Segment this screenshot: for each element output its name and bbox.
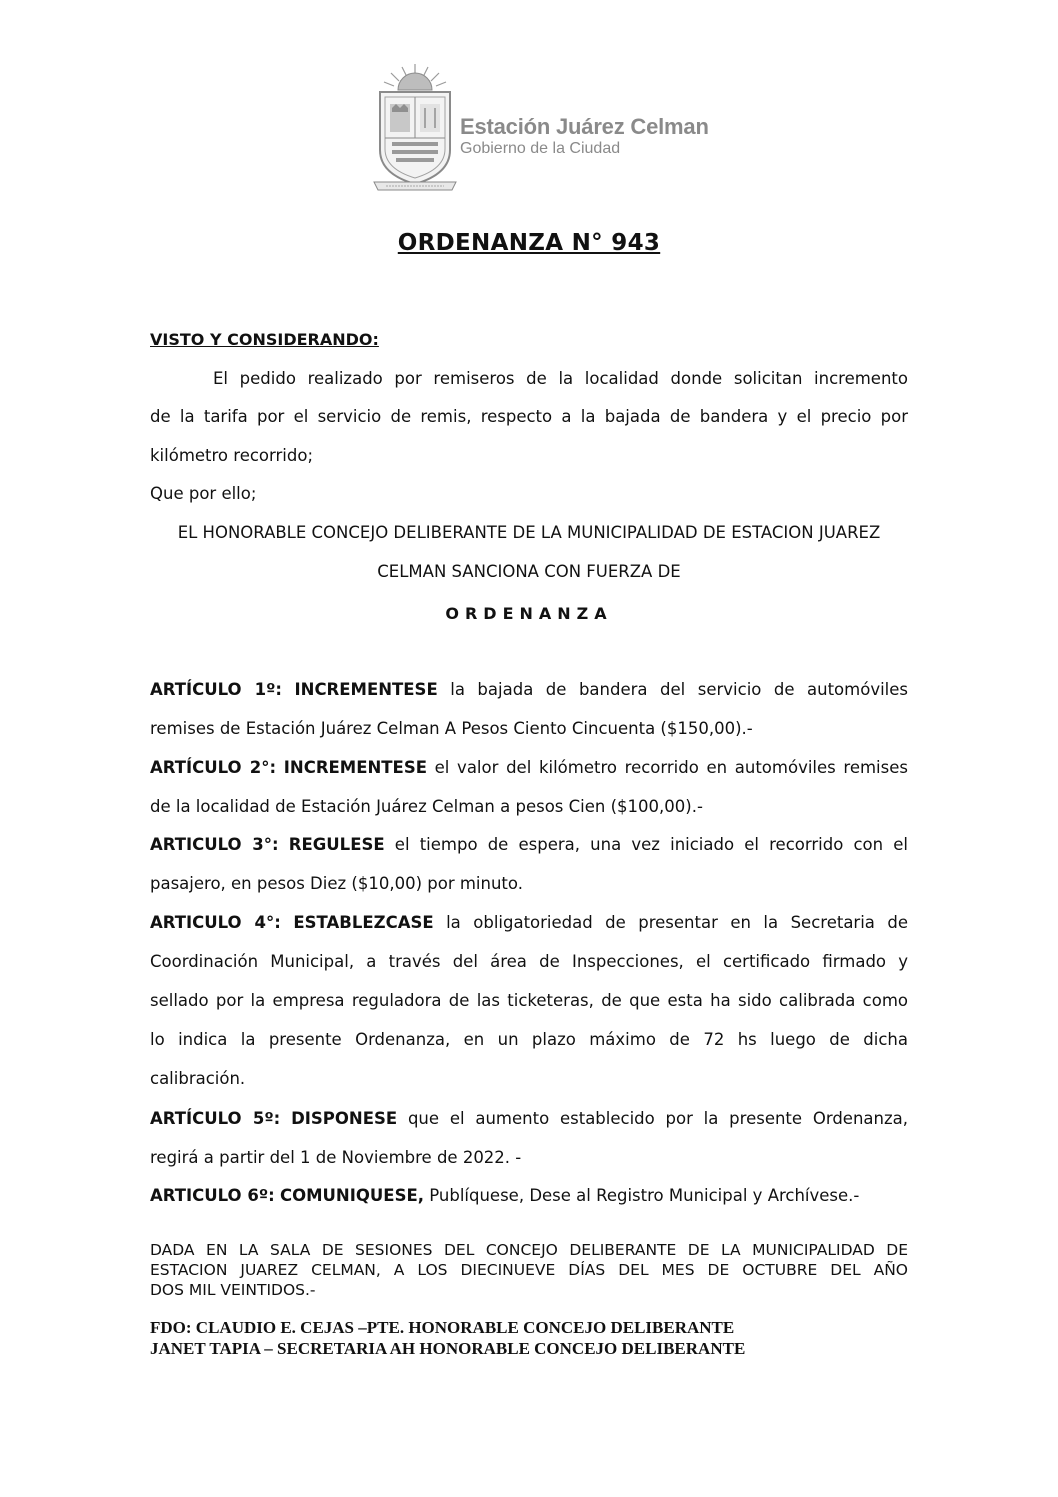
brand-name: Estación Juárez Celman <box>460 114 709 139</box>
article-text: remises de Estación Juárez Celman A Pesos Ciento Cincuenta ($150,00).- <box>150 719 753 738</box>
closing-line-1: DADA EN LA SALA DE SESIONES DEL CONCEJO DELIBERANTE DE LA MUNICIPALIDAD DE <box>150 1241 908 1259</box>
article-text: sellado por la empresa reguladora de las ticketeras, de que esta ha sido calibrada como <box>150 991 908 1010</box>
article-label: ARTÍCULO 1º: <box>150 680 282 699</box>
que-por-ello: Que por ello; <box>150 484 257 503</box>
article-text: que el aumento establecido por la presente Ordenanza, <box>397 1109 908 1128</box>
article-3 <box>150 834 908 912</box>
article-label: ARTICULO 3°: <box>150 835 279 854</box>
article-label: ARTÍCULO 5º: <box>150 1109 281 1128</box>
page-title: ORDENANZA N° 943 <box>397 230 661 256</box>
article-verb: INCREMENTESE <box>294 680 438 699</box>
closing-paragraph <box>150 1240 908 1300</box>
article-text: de la localidad de Estación Juárez Celman a pesos Cien ($100,00).- <box>150 797 703 816</box>
article-text: la obligatoriedad de presentar en la Secretaria de <box>433 913 908 932</box>
article-verb: DISPONESE <box>291 1109 398 1128</box>
article-text: lo indica la presente Ordenanza, en un plazo máximo de 72 hs luego de dicha <box>150 1030 908 1049</box>
visto-line-2: de la tarifa por el servicio de remis, respecto a la bajada de bandera y el precio por <box>150 407 908 426</box>
article-text: el tiempo de espera, una vez iniciado el recorrido con el <box>384 835 908 854</box>
article-label: ARTICULO 6º: <box>150 1186 275 1205</box>
municipal-logo <box>372 62 722 194</box>
ordenanza-heading: ORDENANZA <box>445 604 613 623</box>
sanciona-line-2: CELMAN SANCIONA CON FUERZA DE <box>377 562 681 581</box>
article-text: pasajero, en pesos Diez ($10,00) por minuto. <box>150 874 523 893</box>
article-2 <box>150 757 908 835</box>
signature-line-2: JANET TAPIA – SECRETARIA AH HONORABLE CONCEJO DELIBERANTE <box>150 1339 746 1358</box>
visto-line-3: kilómetro recorrido; <box>150 446 314 465</box>
article-verb: INCREMENTESE <box>283 758 427 777</box>
sanciona-line-1: EL HONORABLE CONCEJO DELIBERANTE DE LA MUNICIPALIDAD DE ESTACION JUAREZ <box>177 523 881 542</box>
brand-subtitle: Gobierno de la Ciudad <box>460 140 621 157</box>
article-verb: REGULESE <box>288 835 385 854</box>
article-6 <box>150 1185 908 1224</box>
closing-line-3: DOS MIL VEINTIDOS.- <box>150 1281 316 1299</box>
article-text: Coordinación Municipal, a través del área de Inspecciones, el certificado firmado y <box>150 952 908 971</box>
visto-line-1: El pedido realizado por remiseros de la localidad donde solicitan incremento <box>213 369 908 388</box>
article-5 <box>150 1108 908 1186</box>
article-label: ARTÍCULO 2°: <box>150 758 277 777</box>
municipal-coat-of-arms-icon <box>372 62 458 194</box>
article-text: Publíquese, Dese al Registro Municipal y Archívese.- <box>424 1186 860 1205</box>
signature-line-1: FDO: CLAUDIO E. CEJAS –PTE. HONORABLE CONCEJO DELIBERANTE <box>150 1318 735 1337</box>
article-1 <box>150 679 908 757</box>
article-text: calibración. <box>150 1069 246 1088</box>
article-4 <box>150 912 908 1107</box>
signature-block <box>150 1317 745 1359</box>
closing-line-2: ESTACION JUAREZ CELMAN, A LOS DIECINUEVE DÍAS DEL MES DE OCTUBRE DEL AÑO <box>150 1261 908 1279</box>
article-text: la bajada de bandera del servicio de automóviles <box>437 680 908 699</box>
article-text: regirá a partir del 1 de Noviembre de 2022. - <box>150 1148 522 1167</box>
article-label: ARTICULO 4°: <box>150 913 281 932</box>
article-text: el valor del kilómetro recorrido en automóviles remises <box>426 758 908 777</box>
article-verb: ESTABLEZCASE <box>293 913 434 932</box>
visto-heading: VISTO Y CONSIDERANDO: <box>150 330 379 349</box>
article-verb: COMUNIQUESE, <box>279 1186 424 1205</box>
